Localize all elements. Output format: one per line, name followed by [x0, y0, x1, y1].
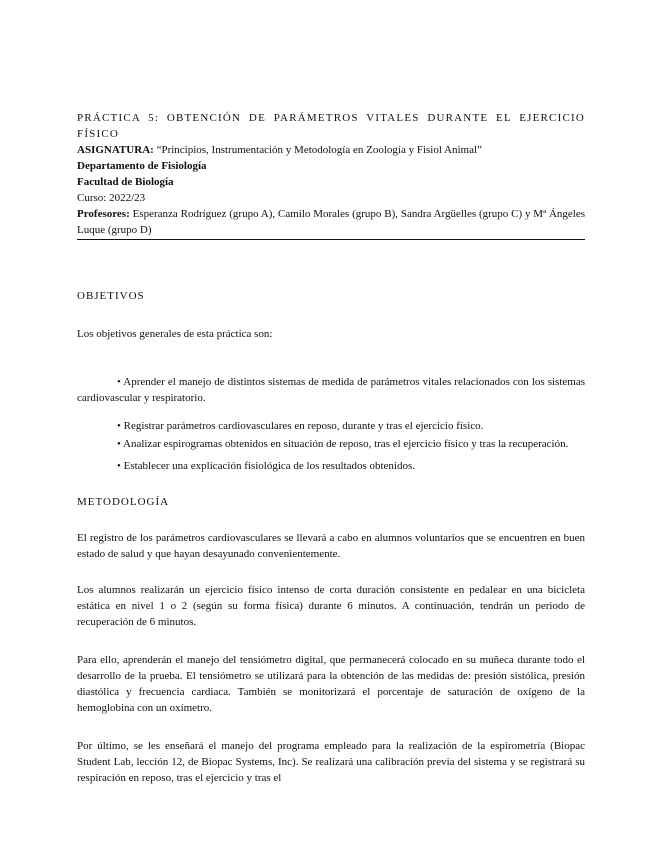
objective-item: • Registrar parámetros cardiovasculares en reposo, durante y tras el ejercicio físico. [117, 420, 484, 432]
faculty-line: Facultad de Biología [77, 176, 174, 188]
methodology-paragraph: El registro de los parámetros cardiovasculares se llevará a cabo en alumnos voluntarios que se encuentren en buen estado de salud y que hayan desayunado convenientemente. [77, 532, 585, 560]
document-page [77, 110, 585, 786]
objective-item: • Analizar espirogramas obtenidos en situación de reposo, tras el ejercicio físico y tras la recuperación. [117, 438, 569, 450]
methodology-heading: METODOLOGÍA [77, 496, 170, 508]
subject-label: ASIGNATURA: [77, 144, 154, 156]
subject-line [77, 142, 585, 158]
professors-value: Esperanza Rodríguez (grupo A), Camilo Morales (grupo B), Sandra Argüelles (grupo C) y Mª Ángeles Luque (grupo D) [77, 208, 585, 236]
subject-value: “Principios, Instrumentación y Metodología en Zoología y Fisiol Animal” [153, 144, 482, 156]
methodology-paragraph: Por último, se les enseñará el manejo del programa empleado para la realización de la espirometría (Biopac Student Lab, lección 12, de Biopac Systems, Inc). Se realizará una calibración previa del sistema y se registrará su respiración en reposo, tras el ejercicio y tras el [77, 740, 585, 784]
methodology-paragraph: Los alumnos realizarán un ejercicio físico intenso de corta duración consistente en pedalear en una bicicleta estática en nivel 1 o 2 (según su forma física) durante 6 minutos. A continuación, tendrán un periodo de recuperación de 6 minutos. [77, 584, 585, 628]
page-title: PRÁCTICA 5: OBTENCIÓN DE PARÁMETROS VITALES DURANTE EL EJERCICIO FÍSICO [77, 112, 585, 140]
document-header [77, 110, 585, 240]
objectives-heading: OBJETIVOS [77, 290, 145, 302]
objectives-intro: Los objetivos generales de esta práctica son: [77, 328, 273, 340]
professors-label: Profesores: [77, 208, 130, 220]
professors-line [77, 206, 585, 238]
objective-item: • Establecer una explicación fisiológica de los resultados obtenidos. [117, 460, 416, 472]
methodology-paragraph: Para ello, aprenderán el manejo del tensiómetro digital, que permanecerá colocado en su muñeca durante todo el desarrollo de la prueba. El tensiómetro se utilizará para la obtención de las medidas de: presión sistólica, presión diastólica y frecuencia cardiaca. También se monitorizará el porcentaje de saturación de oxígeno de la hemoglobina con un oxímetro. [77, 654, 585, 714]
objective-item: • Aprender el manejo de distintos sistemas de medida de parámetros vitales relacionados con los sistemas cardiovascular y respiratorio. [77, 376, 585, 404]
course-line: Curso: 2022/23 [77, 192, 146, 204]
department-line: Departamento de Fisiología [77, 160, 207, 172]
